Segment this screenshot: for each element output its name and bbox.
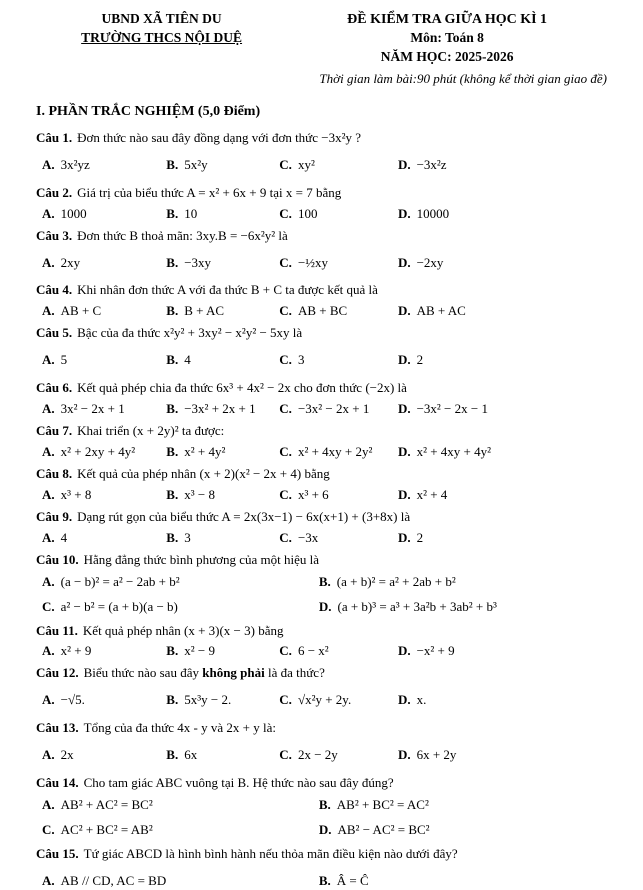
option-key: D. <box>318 598 332 614</box>
option-text: −3x² − 2x + 1 <box>297 401 370 417</box>
question-block <box>36 719 607 764</box>
option <box>166 351 279 369</box>
option <box>279 486 398 504</box>
option-text: x² + 9 <box>60 643 92 659</box>
option-key: D. <box>397 401 411 417</box>
option-text: 6 − x² <box>297 643 329 659</box>
option-text: AB // CD, AC = BD <box>60 872 167 888</box>
options-row <box>36 205 607 223</box>
option-key: B. <box>166 205 179 221</box>
options-row <box>36 486 607 504</box>
option-key: B. <box>166 486 179 502</box>
question-block <box>36 281 607 320</box>
option <box>166 156 279 174</box>
option-text: 100 <box>297 205 318 221</box>
option-key: A. <box>42 444 55 459</box>
question-line <box>36 719 607 737</box>
option-key: C. <box>279 692 292 708</box>
option <box>279 642 398 660</box>
option-text: −3x²z <box>416 156 447 172</box>
question-label: Câu 2. <box>36 184 73 200</box>
question-text: là đa thức? <box>264 665 325 681</box>
option-text: −½xy <box>297 254 329 270</box>
option-key: A. <box>42 747 55 763</box>
option <box>42 872 319 890</box>
option-text: x³ − 8 <box>184 486 215 502</box>
question-line <box>36 281 607 299</box>
question-block <box>36 551 607 616</box>
question-label: Câu 12. <box>36 665 79 681</box>
option <box>42 400 166 418</box>
option-key: B. <box>166 529 179 545</box>
option <box>279 302 398 320</box>
option-text: 10 <box>184 205 198 221</box>
option <box>42 796 319 814</box>
option-text: −3x² + 2x + 1 <box>184 401 256 417</box>
option <box>279 691 398 709</box>
option-text: 4 <box>60 529 68 545</box>
option-key: C. <box>279 254 292 270</box>
option-key: B. <box>166 692 179 708</box>
section-title: I. PHẦN TRẮC NGHIỆM (5,0 Điểm) <box>36 103 261 119</box>
question-line <box>36 774 607 792</box>
option-key: A. <box>42 401 55 417</box>
question-text: Kết quả phép nhân (x + 3)(x − 3) bằng <box>82 622 284 638</box>
option-key: D. <box>397 643 411 659</box>
option <box>398 400 607 418</box>
option <box>166 302 279 320</box>
option-key: D. <box>397 486 411 502</box>
option-text: −3xy <box>184 254 212 270</box>
option-text: 2 <box>416 352 424 368</box>
option-text: x² + 4xy + 2y² <box>297 444 373 459</box>
question-label: Câu 11. <box>36 622 78 638</box>
option-key: C. <box>279 643 292 659</box>
question-text: không phải <box>202 665 265 681</box>
document-header <box>36 10 607 67</box>
option-key: C. <box>279 444 292 459</box>
options-row <box>36 302 607 320</box>
option-key: C. <box>279 303 292 319</box>
option <box>398 351 607 369</box>
option-key: B. <box>166 747 179 763</box>
question-line <box>36 551 607 569</box>
question-block <box>36 422 607 461</box>
option <box>279 443 398 461</box>
option-text: −x² + 9 <box>416 643 455 659</box>
option <box>42 821 319 839</box>
option-text: 1000 <box>60 205 87 221</box>
options-row <box>36 573 607 616</box>
option-text: 5 <box>60 352 68 368</box>
option <box>166 443 279 461</box>
option-text: AB² + AC² = BC² <box>60 797 153 813</box>
question-line <box>36 184 607 202</box>
subject-line: Môn: Toán 8 <box>410 30 484 46</box>
option-text: (a − b)² = a² − 2ab + b² <box>60 573 180 589</box>
options-row <box>36 796 607 839</box>
question-text: Tứ giác ABCD là hình bình hành nếu thỏa mãn điều kiện nào dưới đây? <box>83 845 458 861</box>
question-block <box>36 774 607 839</box>
option <box>42 573 319 591</box>
header-right <box>287 10 607 67</box>
question-block <box>36 227 607 272</box>
option <box>42 642 166 660</box>
option <box>166 486 279 504</box>
question-label: Câu 15. <box>36 845 79 861</box>
option-key: A. <box>42 254 55 270</box>
option <box>398 529 607 547</box>
option <box>42 691 166 709</box>
option-text: a² − b² = (a + b)(a − b) <box>60 598 178 614</box>
option-key: D. <box>397 692 411 708</box>
option-key: B. <box>318 573 331 589</box>
option-text: 2 <box>416 529 424 545</box>
option <box>166 529 279 547</box>
option-key: D. <box>397 747 411 763</box>
option-key: D. <box>397 254 411 270</box>
question-text: Kết quả phép chia đa thức 6x³ + 4x² − 2x cho đơn thức (−2x) là <box>77 380 407 396</box>
org-name: UBND XÃ TIÊN DU <box>101 11 222 26</box>
question-line <box>36 129 607 147</box>
option-text: −2xy <box>416 254 444 270</box>
option-text: −3x² − 2x − 1 <box>416 401 488 417</box>
option <box>279 254 398 272</box>
option <box>42 205 166 223</box>
option-key: A. <box>42 643 55 659</box>
option-key: A. <box>42 352 55 368</box>
option-text: 3x²yz <box>60 156 90 172</box>
option <box>166 205 279 223</box>
option <box>319 598 607 616</box>
option-text: −√5. <box>60 692 85 708</box>
option-key: A. <box>42 573 55 589</box>
option-text: −3x <box>297 529 319 545</box>
option <box>319 872 607 890</box>
option-key: D. <box>397 444 411 459</box>
option-key: C. <box>279 529 292 545</box>
option <box>319 573 607 591</box>
option-key: B. <box>166 254 179 270</box>
options-row <box>36 642 607 660</box>
options-row <box>36 156 607 174</box>
option-key: A. <box>42 529 55 545</box>
question-line <box>36 465 607 483</box>
question-block <box>36 129 607 174</box>
question-label: Câu 9. <box>36 508 73 524</box>
option-key: C. <box>42 598 55 614</box>
option <box>42 351 166 369</box>
question-text: Khi nhân đơn thức A với đa thức B + C ta được kết quả là <box>77 282 378 298</box>
option <box>398 486 607 504</box>
option-text: 10000 <box>416 205 450 221</box>
option-text: AB + C <box>60 303 102 319</box>
question-block <box>36 845 607 890</box>
option-text: AB + AC <box>416 303 466 319</box>
option-key: C. <box>42 822 55 837</box>
option <box>398 254 607 272</box>
option <box>398 205 607 223</box>
option-key: A. <box>42 692 55 708</box>
option <box>42 302 166 320</box>
question-block <box>36 508 607 547</box>
option-key: B. <box>166 444 179 459</box>
option <box>166 691 279 709</box>
option-text: B + AC <box>184 303 225 319</box>
option-key: A. <box>42 205 55 221</box>
option-text: x² + 4 <box>416 486 448 502</box>
option <box>398 746 607 764</box>
option-key: B. <box>318 797 331 813</box>
question-text: Cho tam giác ABC vuông tại B. Hệ thức nào sau đây đúng? <box>83 775 394 791</box>
options-row <box>36 351 607 369</box>
option <box>42 254 166 272</box>
question-label: Câu 13. <box>36 720 79 736</box>
option-key: C. <box>279 205 292 221</box>
question-text: Dạng rút gọn của biểu thức A = 2x(3x−1) − 6x(x+1) + (3+8x) là <box>77 508 411 524</box>
question-label: Câu 1. <box>36 129 73 145</box>
option-key: B. <box>166 303 179 319</box>
exam-title: ĐỀ KIỂM TRA GIỮA HỌC KÌ 1 <box>347 12 548 27</box>
question-label: Câu 4. <box>36 282 73 298</box>
question-label: Câu 7. <box>36 423 73 439</box>
option-text: x² + 2xy + 4y² <box>60 444 136 459</box>
question-text: Kết quả của phép nhân (x + 2)(x² − 2x + 4) bằng <box>77 465 330 481</box>
option-key: D. <box>397 529 411 545</box>
question-text: Bậc của đa thức x²y² + 3xy² − x²y² − 5xy là <box>77 325 303 341</box>
question-text: Đơn thức B thoả mãn: 3xy.B = −6x²y² là <box>77 227 288 243</box>
option-key: B. <box>318 872 331 888</box>
option-text: x² + 4xy + 4y² <box>416 444 492 459</box>
options-row <box>36 746 607 764</box>
question-text: Tổng của đa thức 4x - y và 2x + y là: <box>83 720 276 736</box>
option-text: 5x²y <box>184 156 208 172</box>
option-key: B. <box>166 401 179 417</box>
questions <box>36 129 607 890</box>
option-key: C. <box>279 401 292 417</box>
option <box>42 156 166 174</box>
time-note: Thời gian làm bài:90 phút (không kể thời gian giao đề) <box>319 70 607 86</box>
question-text: Hằng đẳng thức bình phương của một hiệu là <box>83 551 320 567</box>
question-text: Đơn thức nào sau đây đồng dạng với đơn thức −3x²y ? <box>77 129 361 145</box>
header-left <box>36 10 287 67</box>
question-block <box>36 465 607 504</box>
question-block <box>36 184 607 223</box>
option <box>319 821 607 839</box>
option-key: C. <box>279 352 292 368</box>
option-text: AB² − AC² = BC² <box>337 822 430 837</box>
option <box>398 642 607 660</box>
options-row <box>36 872 607 890</box>
option <box>42 486 166 504</box>
option <box>279 529 398 547</box>
question-line <box>36 227 607 245</box>
option-text: 6x <box>184 747 198 763</box>
question-block <box>36 379 607 418</box>
option-text: x³ + 6 <box>297 486 329 502</box>
options-row <box>36 691 607 709</box>
option-key: D. <box>318 822 332 837</box>
option-key: A. <box>42 797 55 813</box>
question-line <box>36 422 607 440</box>
option-text: 3x² − 2x + 1 <box>60 401 125 417</box>
question-block <box>36 622 607 661</box>
option <box>398 443 607 461</box>
option-key: A. <box>42 303 55 319</box>
option-key: B. <box>166 352 179 368</box>
option-text: 2x − 2y <box>297 747 338 763</box>
option-key: A. <box>42 486 55 502</box>
option-key: C. <box>279 156 292 172</box>
option-text: 5x³y − 2. <box>184 692 232 708</box>
option-key: C. <box>279 747 292 763</box>
option-key: D. <box>397 352 411 368</box>
option-text: xy² <box>297 156 315 172</box>
option <box>42 598 319 616</box>
school-name: TRƯỜNG THCS NỘI DUỆ <box>81 29 243 45</box>
option-key: B. <box>166 643 179 659</box>
option-key: C. <box>279 486 292 502</box>
option <box>398 156 607 174</box>
question-line <box>36 508 607 526</box>
option <box>279 746 398 764</box>
option-text: 2x <box>60 747 74 763</box>
option-text: (a + b)³ = a³ + 3a²b + 3ab² + b³ <box>337 598 497 614</box>
question-line <box>36 324 607 342</box>
question-label: Câu 3. <box>36 227 73 243</box>
option <box>166 400 279 418</box>
option-key: A. <box>42 156 55 172</box>
option-key: D. <box>397 303 411 319</box>
option-text: 3 <box>184 529 191 545</box>
option-text: 2xy <box>60 254 81 270</box>
option <box>279 400 398 418</box>
option <box>42 529 166 547</box>
question-line <box>36 664 607 682</box>
option <box>398 302 607 320</box>
option-text: (a + b)² = a² + 2ab + b² <box>336 573 456 589</box>
option-key: A. <box>42 872 55 888</box>
question-label: Câu 5. <box>36 325 73 341</box>
option-text: √x²y + 2y. <box>297 692 352 708</box>
option-key: B. <box>166 156 179 172</box>
option-text: x² + 4y² <box>184 444 226 459</box>
options-row <box>36 443 607 461</box>
question-label: Câu 10. <box>36 551 79 567</box>
option <box>166 642 279 660</box>
option-text: 6x + 2y <box>416 747 457 763</box>
option-text: AB² + BC² = AC² <box>336 797 429 813</box>
school-year-line: NĂM HỌC: 2025-2026 <box>380 48 514 64</box>
option <box>42 746 166 764</box>
option-text: 4 <box>184 352 191 368</box>
question-block <box>36 664 607 709</box>
options-row <box>36 254 607 272</box>
option <box>166 254 279 272</box>
option-text: x² − 9 <box>184 643 215 659</box>
option <box>279 205 398 223</box>
option-text: 3 <box>297 352 305 368</box>
question-text: Khai triển (x + 2y)² ta được: <box>77 423 225 439</box>
question-line <box>36 379 607 397</box>
option-text: AB + BC <box>297 303 348 319</box>
option <box>279 351 398 369</box>
option <box>279 156 398 174</box>
option-text: Â = Ĉ <box>336 872 369 888</box>
question-label: Câu 14. <box>36 775 79 791</box>
options-row <box>36 529 607 547</box>
option <box>398 691 607 709</box>
question-text: Giá trị của biểu thức A = x² + 6x + 9 tại x = 7 bằng <box>77 184 342 200</box>
option-text: x³ + 8 <box>60 486 92 502</box>
option <box>319 796 607 814</box>
question-label: Câu 6. <box>36 380 73 396</box>
option <box>42 443 166 461</box>
question-line <box>36 622 607 640</box>
options-row <box>36 400 607 418</box>
question-label: Câu 8. <box>36 465 73 481</box>
option-text: AC² + BC² = AB² <box>60 822 153 837</box>
question-text: Biểu thức nào sau đây <box>83 665 203 681</box>
option <box>166 746 279 764</box>
option-key: D. <box>397 205 411 221</box>
question-line <box>36 845 607 863</box>
option-text: x. <box>416 692 427 708</box>
option-key: D. <box>397 156 411 172</box>
question-block <box>36 324 607 369</box>
